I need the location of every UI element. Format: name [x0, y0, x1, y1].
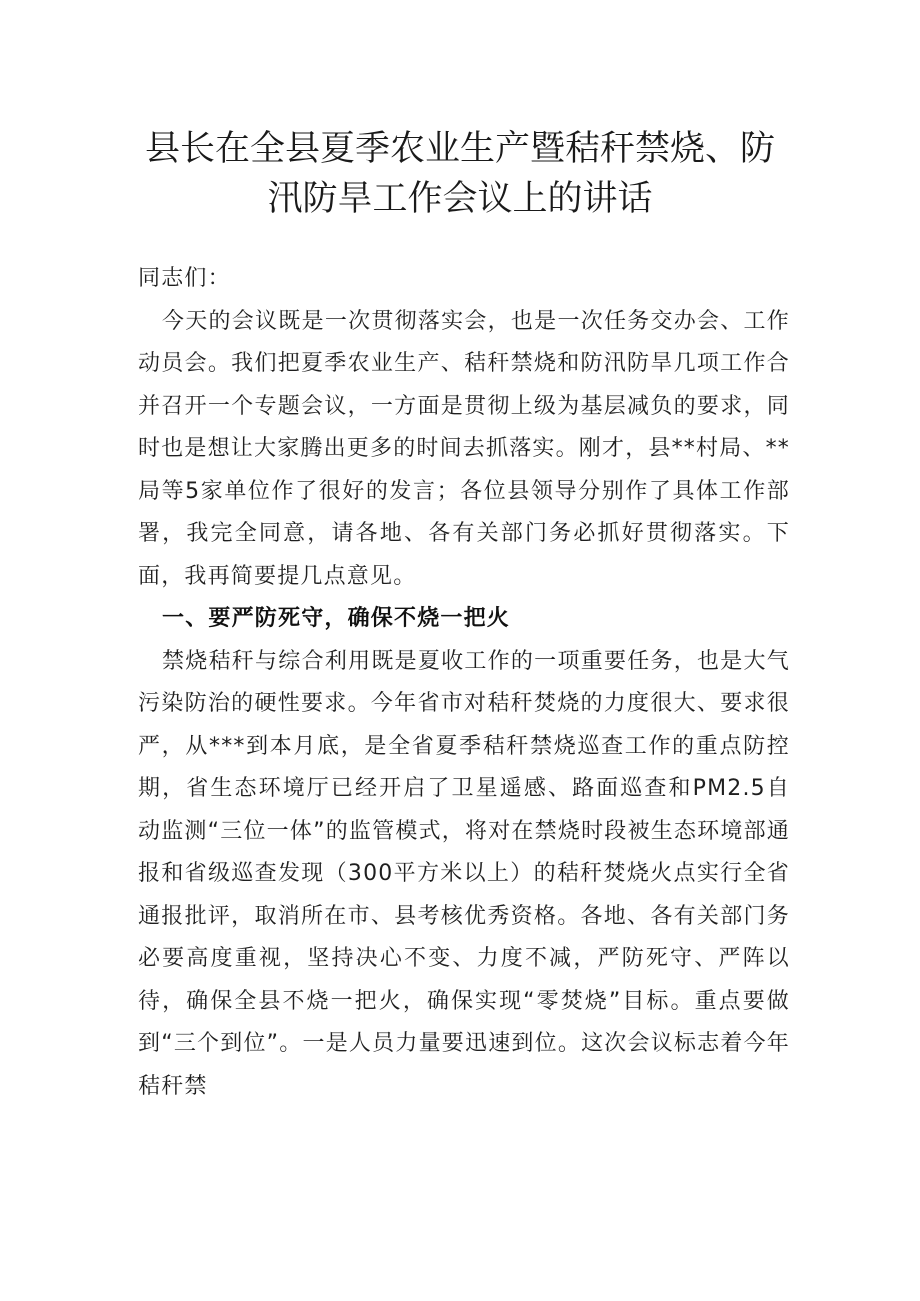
section-heading-1: 一、要严防死守，确保不烧一把火 [162, 606, 511, 631]
salutation: 同志们： [138, 266, 231, 291]
title-line-2: 汛防旱工作会议上的讲话 [267, 179, 653, 219]
document-title [130, 124, 790, 224]
paragraph-straw-burning: 禁烧秸秆与综合利用既是夏收工作的一项重要任务，也是大气污染防治的硬性要求。今年省市对秸秆焚烧的力度很大、要求很严，从***到本月底，是全省夏季秸秆禁烧巡查工作的重点防控期，省生态环境厅已经开启了卫星遥感、路面巡查和PM2.5自动监测“三位一体”的监管模式，将对在禁烧时段被生态环境部通报和省级巡查发现（300平方米以上）的秸秆焚烧火点实行全省通报批评，取消所在市、县考核优秀资格。各地、各有关部门务必要高度重视，坚持决心不变、力度不减，严防死守、严阵以待，确保全县不烧一把火，确保实现“零焚烧”目标。重点要做到“三个到位”。一是人员力量要迅速到位。这次会议标志着今年秸秆禁 [138, 648, 790, 1099]
document-body [138, 258, 790, 1108]
title-line-1: 县长在全县夏季农业生产暨秸秆禁烧、防 [144, 129, 775, 169]
paragraph-opening: 今天的会议既是一次贯彻落实会，也是一次任务交办会、工作动员会。我们把夏季农业生产、秸秆禁烧和防汛防旱几项工作合并召开一个专题会议，一方面是贯彻上级为基层减负的要求，同时也是想让大家腾出更多的时间去抓落实。刚才，县**村局、**局等5家单位作了很好的发言；各位县领导分别作了具体工作部署，我完全同意，请各地、各有关部门务必抓好贯彻落实。下面，我再简要提几点意见。 [138, 308, 791, 589]
